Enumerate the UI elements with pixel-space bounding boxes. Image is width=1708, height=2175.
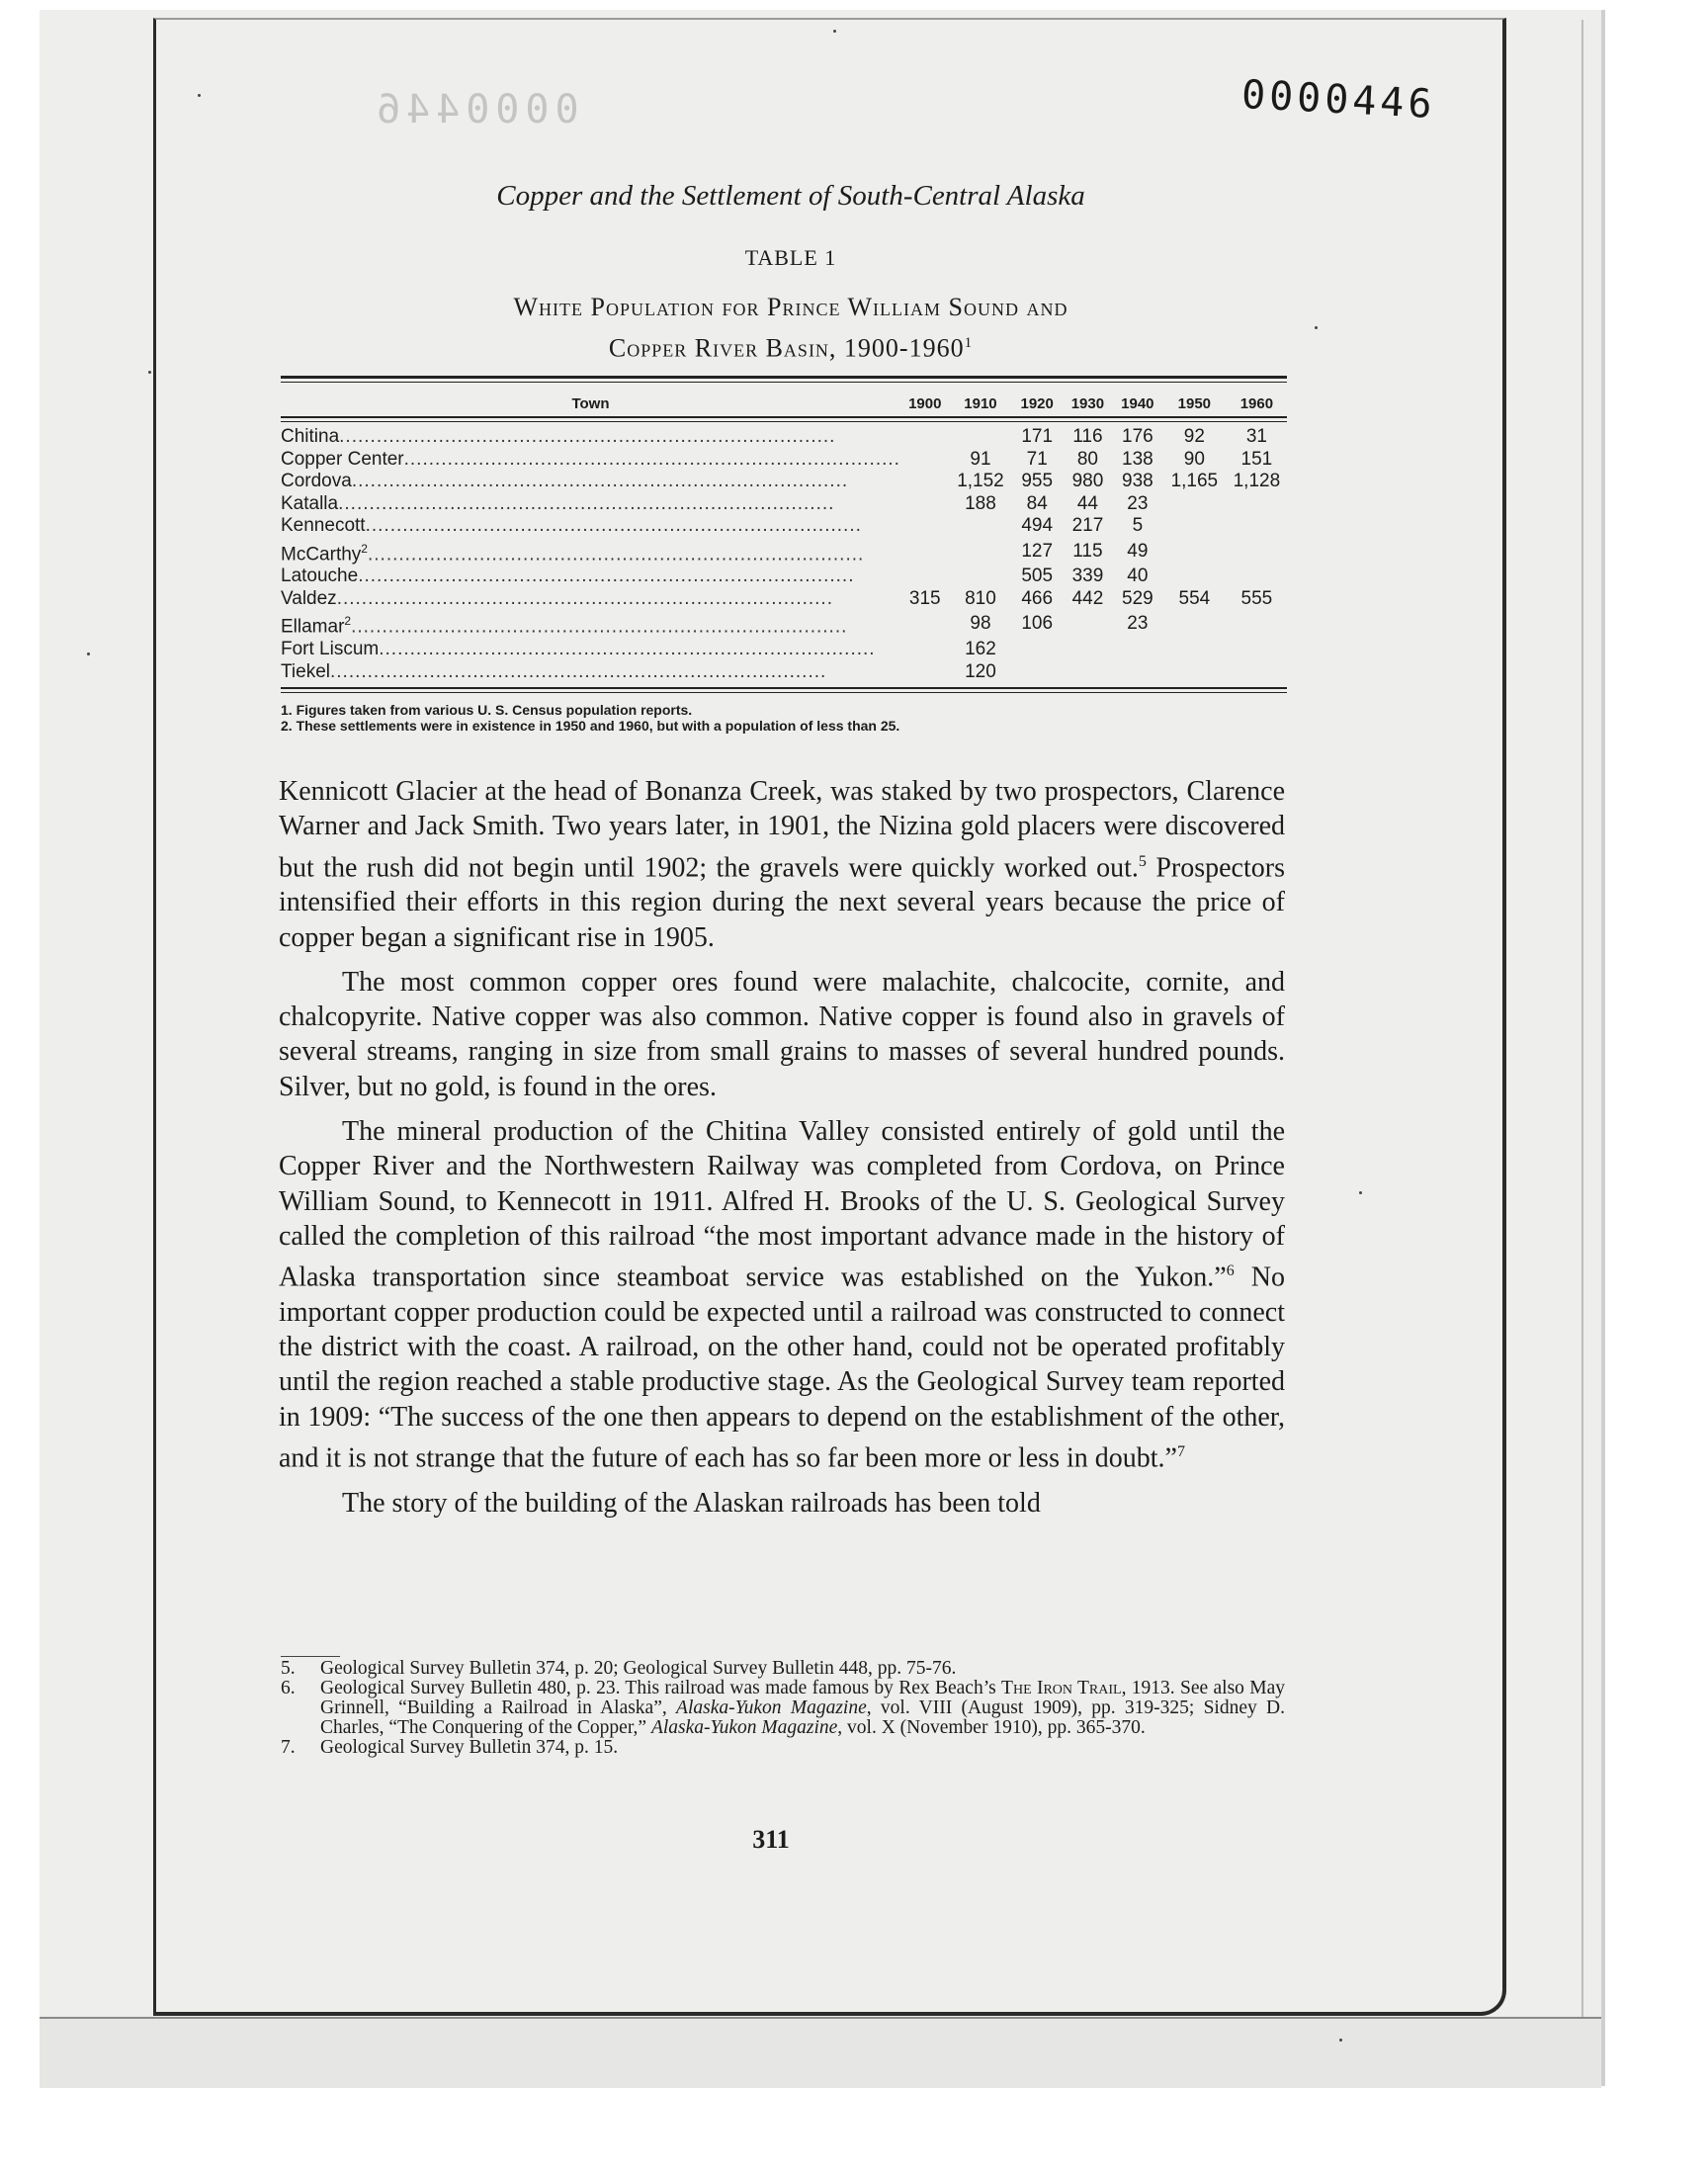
population-cell: [1227, 610, 1287, 639]
scan-speck: [1359, 1191, 1362, 1194]
dot-leader: ................................................................................: [351, 616, 848, 638]
dot-leader: ................................................................................: [379, 639, 876, 660]
population-cell: 138: [1122, 448, 1153, 470]
table-rule-bottom: [281, 687, 1287, 689]
population-cell: [1227, 538, 1287, 566]
footnote-mark: 5: [1138, 852, 1147, 870]
dot-leader: ................................................................................: [338, 492, 835, 514]
scan-speck: [87, 652, 90, 655]
dot-leader: ................................................................................: [336, 587, 833, 609]
population-cell: [1011, 661, 1063, 684]
population-table: [281, 389, 1287, 683]
table-row: [281, 538, 1287, 566]
footnotes: [281, 1659, 1285, 1758]
table-row: [281, 661, 1287, 684]
town-cell: [281, 449, 900, 472]
table-header-row: [281, 389, 1287, 418]
page-number: 311: [752, 1825, 790, 1854]
population-cell: 98: [970, 613, 991, 635]
population-cell: 31: [1245, 426, 1267, 447]
population-cell: 151: [1240, 448, 1273, 470]
population-cell: 44: [1076, 492, 1098, 514]
population-cell: [1063, 661, 1113, 684]
town-name: Tiekel: [281, 660, 330, 682]
paragraph: The most common copper ores found were malachite, chalcocite, cornite, and chalcopyrite. Native copper was also common. Native copper is found also in gravels of several streams, ranging in size from small grains to masses of several hundred pounds. Silver, but no gold, is found in the ores.: [279, 966, 1285, 1102]
paragraph-text: Kennicott Glacier at the head of Bonanza Creek, was staked by two prospectors, Clarence Warner and Jack Smith. Two years later, in 1901, the Nizina gold placers were discovered but the rush did not begin until 1902; the gravels were quickly worked out.: [279, 776, 1285, 883]
paragraph-text: The mineral production of the Chitina Valley consisted entirely of gold until the Copper River and the Northwestern Railway was completed from Cordova, on Prince William Sound, to Kennecott in 1911. Alfred H. Brooks of the U. S. Geological Survey called the completion of this railroad “the most important advance made in the history of Alaska transportation since steamboat service was established on the Yukon.”: [279, 1116, 1285, 1293]
population-cell: 127: [1021, 540, 1054, 562]
column-header: 1920: [1020, 394, 1054, 412]
table-note: 1. Figures taken from various U. S. Census population reports.: [281, 702, 693, 718]
footnote-mark: 6: [1226, 1262, 1235, 1280]
population-cell: [950, 538, 1012, 566]
town-cell: [281, 515, 900, 538]
footnote-mark: 7: [1176, 1443, 1185, 1460]
population-cell: [1227, 566, 1287, 588]
document-number-stamp: 0000446: [1239, 71, 1437, 129]
footnote: [281, 1679, 1285, 1738]
scan-bottom-strip: [40, 2017, 1601, 2088]
dot-leader: ................................................................................: [339, 426, 836, 447]
book-title: The Iron Trail: [1001, 1678, 1122, 1698]
page-edge: [1601, 10, 1605, 2086]
dot-leader: ................................................................................: [329, 660, 827, 682]
population-cell: 23: [1127, 613, 1149, 635]
town-cell: [281, 588, 900, 611]
population-cell: 49: [1127, 540, 1149, 562]
town-name: Cordova: [281, 471, 352, 491]
paragraph-text: No important copper production could be expected until a railroad was constructed to connect the district with the coast. A railroad, on the other hand, could not be operated profitably until the region reached a stable productive stage. As the Geological Survey team reported in 1909: “The success of the one then appears to depend on the establishment of the other, and it is not strange that the future of each has so far been more or less in doubt.”: [279, 1262, 1285, 1474]
running-head: Copper and the Settlement of South-Central Alaska: [496, 180, 1085, 212]
population-cell: 71: [1026, 448, 1048, 470]
population-cell: [900, 639, 950, 661]
population-cell: [1063, 639, 1113, 661]
column-header: 1960: [1239, 394, 1274, 412]
population-cell: [1162, 493, 1227, 516]
population-cell: 5: [1132, 515, 1144, 536]
footnote-text-part: Geological Survey Bulletin 480, p. 23. This railroad was made famous by Rex Beach’s: [320, 1678, 996, 1698]
table-label: TABLE 1: [744, 245, 837, 270]
scan-speck: [833, 30, 836, 33]
town-name: Latouche: [281, 566, 359, 587]
scan-speck: [1339, 2039, 1342, 2042]
population-cell: 442: [1071, 587, 1104, 609]
population-cell: [1162, 661, 1227, 684]
town-cell: [281, 471, 900, 493]
table-note: 2. These settlements were in existence in 1950 and 1960, but with a population of less than 25.: [281, 718, 900, 734]
town-name: McCarthy: [281, 543, 362, 565]
column-header: 1910: [964, 394, 997, 412]
town-cell: [281, 538, 900, 566]
table-row: [281, 449, 1287, 472]
population-cell: 1,128: [1233, 471, 1281, 491]
footnote-number: 6.: [281, 1678, 296, 1698]
town-name: Fort Liscum: [281, 639, 380, 660]
population-cell: [950, 566, 1012, 588]
population-cell: 171: [1021, 426, 1054, 447]
footnote-mark: 2: [344, 614, 352, 629]
column-header: 1900: [908, 394, 942, 412]
footnote-text-part: , vol. X (November 1910), pp. 365-370.: [837, 1717, 1146, 1738]
dot-leader: ................................................................................: [403, 448, 900, 470]
population-cell: [900, 449, 950, 472]
table-notes: [281, 702, 1287, 734]
town-name: Chitina: [281, 426, 340, 447]
population-cell: [900, 538, 950, 566]
dot-leader: ................................................................................: [351, 471, 849, 491]
population-cell: [950, 515, 1012, 538]
town-cell: [281, 661, 900, 684]
population-cell: [950, 418, 1012, 449]
town-name: Ellamar: [281, 616, 345, 638]
paragraph: [279, 774, 1285, 955]
population-cell: 980: [1071, 471, 1104, 491]
table-title-line-1: White Population for Prince William Sound and: [513, 293, 1068, 321]
footnote-text: Geological Survey Bulletin 374, p. 20; Geological Survey Bulletin 448, pp. 75-76.: [320, 1658, 957, 1679]
footnote-text: [320, 1679, 1285, 1738]
footnote: [281, 1659, 1285, 1679]
population-cell: 466: [1021, 587, 1054, 609]
population-cell: 810: [965, 587, 996, 609]
population-cell: [900, 471, 950, 493]
population-cell: [1227, 639, 1287, 661]
population-cell: [900, 515, 950, 538]
table-title: [297, 289, 1285, 367]
population-cell: [1162, 566, 1227, 588]
magazine-title: Alaska-Yukon Magazine: [676, 1697, 867, 1718]
table-row: [281, 418, 1287, 449]
population-cell: [1162, 515, 1227, 538]
column-header: 1940: [1121, 394, 1154, 412]
column-header: Town: [571, 394, 610, 412]
population-cell: [1113, 639, 1162, 661]
population-cell: 494: [1021, 515, 1054, 536]
body-text: [279, 774, 1285, 1530]
population-cell: 505: [1021, 566, 1054, 587]
population-cell: [1162, 610, 1227, 639]
population-cell: 554: [1178, 587, 1211, 609]
population-cell: 555: [1240, 587, 1273, 609]
footnote-text-part: , vol. VIII (August 1909), pp. 319-325; Sidney D. Charles, “The Conquering of the Copper,”: [320, 1697, 1285, 1738]
population-cell: 162: [965, 639, 996, 660]
paragraph: [279, 1114, 1285, 1476]
footnote-text: Geological Survey Bulletin 374, p. 15.: [320, 1737, 619, 1758]
population-cell: [1227, 661, 1287, 684]
population-cell: 115: [1072, 540, 1103, 562]
population-cell: [900, 566, 950, 588]
scan-speck: [1315, 326, 1318, 329]
population-cell: 1,152: [957, 471, 1004, 491]
scan-speck: [198, 94, 201, 97]
scan-speck: [148, 371, 151, 374]
column-header: 1950: [1177, 394, 1212, 412]
page-edge: [1581, 20, 1583, 2076]
population-cell: 938: [1122, 471, 1153, 491]
town-name: Katalla: [281, 492, 339, 514]
bleed-through-stamp: 0000446: [371, 87, 579, 132]
population-cell: 91: [970, 448, 991, 470]
population-cell: 80: [1076, 448, 1098, 470]
population-cell: [1227, 493, 1287, 516]
footnote: [281, 1738, 1285, 1758]
population-cell: 339: [1071, 566, 1104, 587]
population-cell: [1011, 639, 1063, 661]
population-cell: 955: [1021, 471, 1054, 491]
town-cell: [281, 639, 900, 661]
population-cell: [1227, 515, 1287, 538]
population-cell: [1113, 661, 1162, 684]
table-row: [281, 639, 1287, 661]
table-rule-bottom-thin: [281, 692, 1287, 693]
population-cell: [1162, 639, 1227, 661]
footnote-mark: 1: [964, 335, 974, 351]
table-title-line-2-text: Copper River Basin, 1900-1960: [608, 333, 965, 363]
town-name: Kennecott: [281, 515, 366, 536]
table-row: [281, 493, 1287, 516]
town-cell: [281, 493, 900, 516]
town-cell: [281, 566, 900, 588]
table-row: [281, 610, 1287, 639]
population-cell: 84: [1026, 492, 1048, 514]
footnote-text-part: , 1913. See also May Grinnell, “Building a Railroad in Alaska”,: [320, 1678, 1285, 1718]
table-row: [281, 471, 1287, 493]
population-cell: [900, 418, 950, 449]
table-row: [281, 566, 1287, 588]
paragraph: The story of the building of the Alaskan railroads has been told: [342, 1487, 1041, 1519]
population-cell: [1162, 538, 1227, 566]
population-cell: 120: [965, 660, 996, 682]
population-cell: 106: [1021, 613, 1054, 635]
town-name: Copper Center: [281, 448, 404, 470]
population-cell: 1,165: [1170, 471, 1219, 491]
paragraph-text: Prospectors intensified their efforts in this region during the next several years because the price of copper began a significant rise in 1905.: [279, 851, 1285, 953]
town-cell: [281, 610, 900, 639]
population-cell: [1063, 610, 1113, 639]
population-cell: 188: [965, 492, 996, 514]
town-name: Valdez: [281, 587, 337, 609]
population-cell: 40: [1127, 566, 1149, 587]
population-cell: 529: [1122, 587, 1153, 609]
magazine-title: Alaska-Yukon Magazine: [650, 1717, 838, 1738]
table-title-line-2: [297, 325, 1285, 367]
population-cell: 92: [1183, 426, 1205, 447]
population-cell: 23: [1127, 492, 1149, 514]
table-rule-top: [281, 376, 1287, 379]
population-cell: 315: [908, 587, 941, 609]
population-cell: 217: [1071, 515, 1104, 536]
population-cell: [900, 610, 950, 639]
footnote-rule: [281, 1656, 340, 1657]
population-cell: [900, 661, 950, 684]
population-cell: 90: [1183, 448, 1205, 470]
dot-leader: ................................................................................: [367, 543, 865, 565]
footnote-number: 7.: [281, 1737, 296, 1758]
dot-leader: ................................................................................: [358, 566, 855, 587]
population-cell: [900, 493, 950, 516]
town-cell: [281, 418, 900, 449]
footnote-mark: 2: [361, 541, 368, 556]
dot-leader: ................................................................................: [365, 515, 862, 536]
table-row: [281, 515, 1287, 538]
table-rule-top-thin: [281, 382, 1287, 383]
table-row: [281, 588, 1287, 611]
column-header: 1930: [1070, 394, 1105, 412]
population-cell: 176: [1122, 426, 1153, 447]
footnote-number: 5.: [281, 1658, 296, 1679]
population-cell: 116: [1072, 426, 1103, 447]
